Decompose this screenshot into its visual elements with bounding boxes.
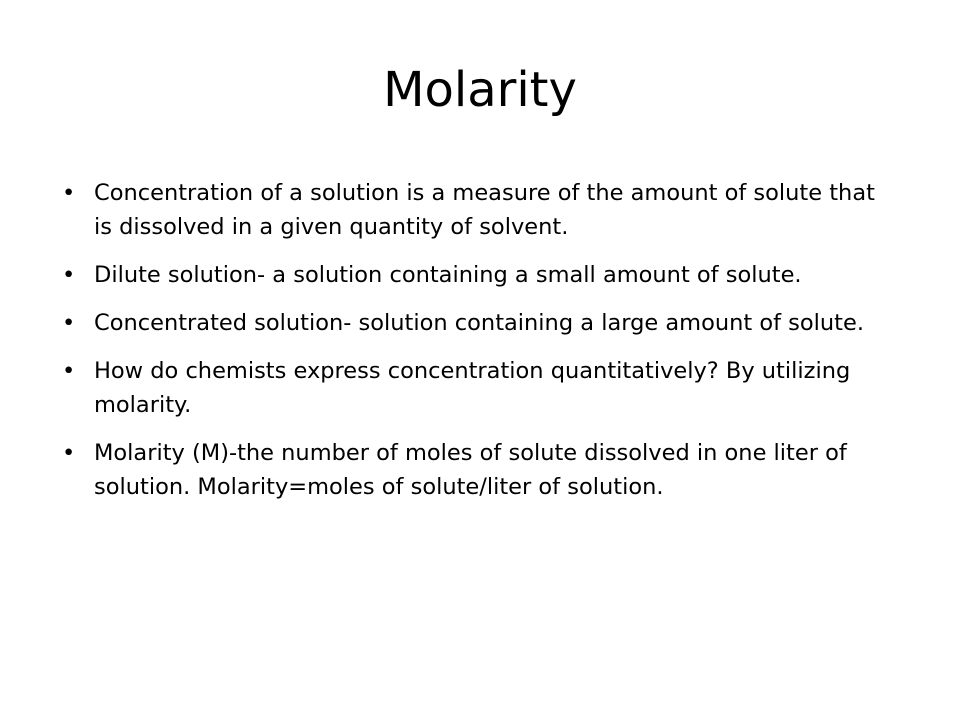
bullet-list [62,176,892,518]
bullet-icon: • [62,262,76,288]
bullet-item [62,176,892,244]
bullet-text: Dilute solution- a solution containing a small amount of solute. [94,262,802,288]
bullet-text: Concentration of a solution is a measure of the amount of solute that is dissolved in a given quantity of solvent. [94,180,875,240]
bullet-text: Concentrated solution- solution containing a large amount of solute. [94,310,864,336]
bullet-icon: • [62,358,76,384]
bullet-text: Molarity (M)-the number of moles of solute dissolved in one liter of solution. Molarity=moles of solute/liter of solution. [94,440,847,500]
bullet-icon: • [62,310,76,336]
bullet-text: How do chemists express concentration quantitatively? By utilizing molarity. [94,358,851,418]
bullet-item [62,436,892,504]
bullet-item [62,258,892,292]
bullet-icon: • [62,180,76,206]
bullet-item [62,306,892,340]
bullet-item [62,354,892,422]
bullet-icon: • [62,440,76,466]
slide-title: Molarity [383,62,577,118]
